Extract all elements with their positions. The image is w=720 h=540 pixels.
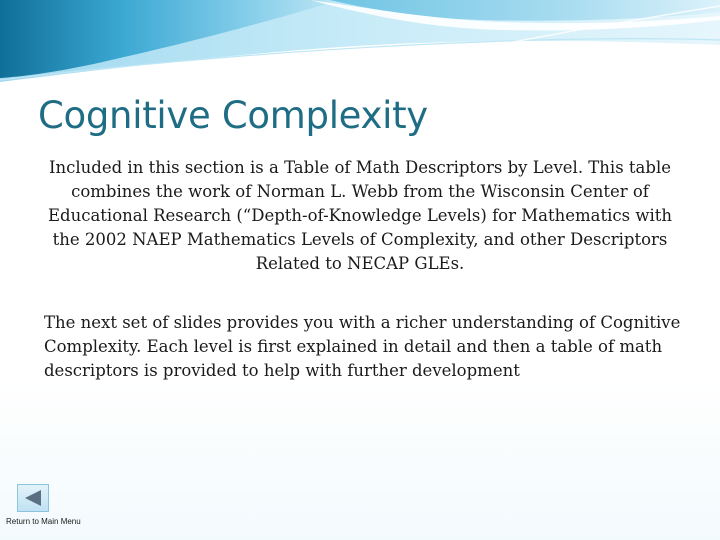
intro-paragraph: Included in this section is a Table of Math Descriptors by Level. This table combines the work of Norman L. Webb from the Wisconsin Center of Educational Research (“Depth-of-Knowledge Levels) for Mathematics with the 2002 NAEP Mathematics Levels of Complexity, and other Descriptors Related to NECAP GLEs. [47,158,673,273]
left-triangle-icon [22,488,44,508]
back-button[interactable] [17,484,49,512]
next-slides-paragraph: The next set of slides provides you with a richer understanding of Cognitive Complexity. Each level is first explained in detail and then a table of math descriptors is provided to help with further development [44,313,681,380]
slide-title: Cognitive Complexity [38,94,428,137]
return-to-main-menu-link[interactable]: Return to Main Menu [6,517,81,526]
header-swoosh-decoration [0,0,720,90]
